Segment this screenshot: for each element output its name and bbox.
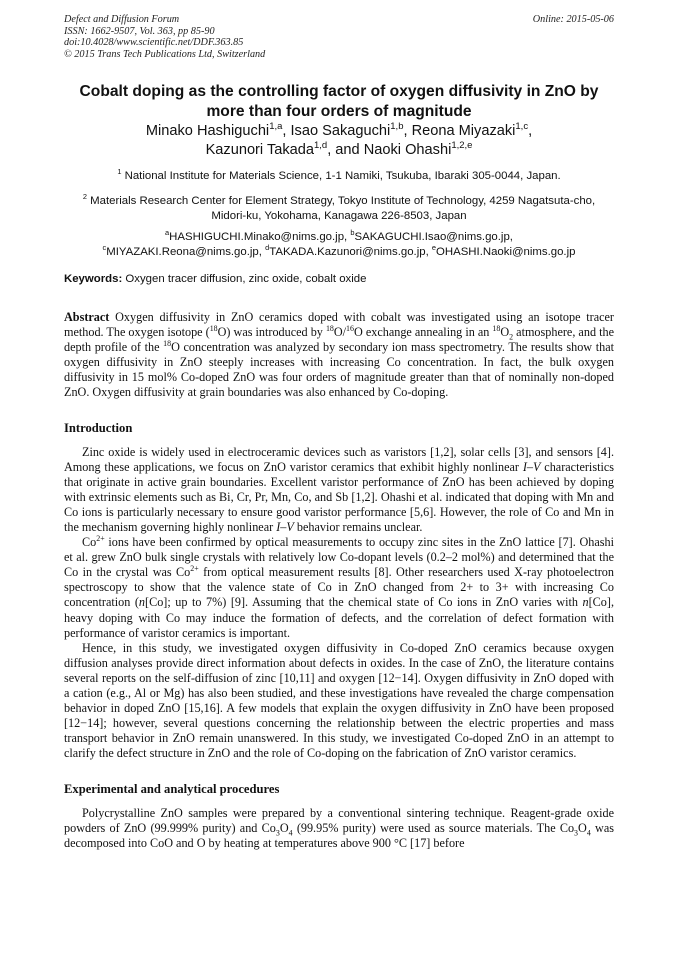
page-header bbox=[64, 14, 614, 60]
intro-paragraph-3: Hence, in this study, we investigated oxygen diffusivity in Co-doped ZnO ceramics because oxygen diffusion analyses provide direct information about defects in oxides. In the case of ZnO, the literature contains several reports on the self-diffusion of zinc [10,11] and oxygen [12−14]. Oxygen diffusivity in ZnO doped with a cation (e.g., Al or Mg) has also been studied, and these investigations have revealed the charge compensation behavior in doped ZnO [15,16]. A few models that explain the oxygen diffusivity in ZnO have been proposed [12−14]; however, several questions concerning the relationship between the electric properties and mass transport behavior in ZnO remain unanswered. In this study, we investigated Co-doped ZnO in an attempt to clarify the defect structure in ZnO and the role of Co-doping on the fabrication of ZnO varistor ceramics. bbox=[64, 640, 614, 761]
copyright-line: © 2015 Trans Tech Publications Ltd, Switzerland bbox=[64, 48, 266, 60]
keywords-text: Oxygen tracer diffusion, zinc oxide, cobalt oxide bbox=[125, 272, 367, 285]
email-list: $^a$HASHIGUCHI.Minako@nims.go.jp, $^b$SAKAGUCHI.Isao@nims.go.jp, $^c$MIYAZAKI.Reona@nims.go.jp, $^d$TAKADA.Kazunori@nims.go.jp, $^e$OHASHI.Naoki@nims.go.jp bbox=[102, 228, 576, 258]
email-c[interactable]: $^c$MIYAZAKI.Reona@nims.go.jp bbox=[102, 242, 259, 258]
introduction-heading: Introduction bbox=[64, 420, 133, 435]
author-2: Isao Sakaguchi$^{1,b}$, bbox=[290, 121, 412, 140]
journal-info bbox=[64, 14, 265, 60]
email-d[interactable]: $^d$TAKADA.Kazunori@nims.go.jp bbox=[265, 242, 426, 258]
email-a[interactable]: $^a$HASHIGUCHI.Minako@nims.go.jp bbox=[165, 228, 345, 244]
experimental-paragraph-1: Polycrystalline ZnO samples were prepared by a conventional sintering technique. Reagent-grade oxide powders of ZnO (99.999% purity) and $Co_3O_4$ (99.95% purity) were used as source materials. The $Co_3O_4$ was decomposed into CoO and O by heating at temperatures above 900 °C [17] before bbox=[64, 805, 614, 850]
experimental-heading: Experimental and analytical procedures bbox=[64, 781, 280, 796]
email-e[interactable]: $^e$OHASHI.Naoki@nims.go.jp bbox=[431, 242, 576, 258]
journal-name: Defect and Diffusion Forum bbox=[64, 14, 180, 25]
author-list bbox=[64, 122, 614, 160]
keywords-label: Keywords: bbox=[64, 272, 123, 285]
email-b[interactable]: $^b$SAKAGUCHI.Isao@nims.go.jp, bbox=[350, 228, 513, 244]
introduction-section bbox=[64, 445, 614, 762]
online-date: Online: 2015-05-06 bbox=[532, 14, 614, 25]
paper-title: Cobalt doping as the controlling factor of oxygen diffusivity in ZnO by more than four orders of magnitude bbox=[79, 83, 599, 120]
experimental-section bbox=[64, 806, 614, 851]
affiliation-1: $^1$ National Institute for Materials Science, 1-1 Namiki, Tsukuba, Ibaraki 305-0044, Japan. bbox=[117, 167, 561, 183]
author-4: Kazunori Takada$^{1,d}$, and bbox=[205, 140, 364, 159]
author-1: Minako Hashiguchi$^{1,a}$, bbox=[145, 121, 291, 140]
abstract bbox=[64, 310, 614, 401]
intro-paragraph-2: $Co^{2+}$ ions have been confirmed by optical measurements to occupy zinc sites in the ZnO lattice [7]. Ohashi et al. grew ZnO bulk single crystals with relatively low Co-dopant levels (0.2–2 mol%) and determined that the Co in the crystal was $Co^{2+}$ from optical measurement results [8]. Other researchers used X-ray photoelectron spectroscopy to show that the valence state of Co in ZnO changed from 2+ to 3+ with increasing Co concentration (n[Co]; up to 7%) [9]. Assuming that the chemical state of Co ions in ZnO varies with n[Co], heavy doping with Co may induce the formation of defects, and the correlation of defect formation with performance of varistor ceramics is important. bbox=[64, 534, 614, 640]
issn-line: ISSN: 1662-9507, Vol. 363, pp 85-90 bbox=[64, 25, 215, 37]
keywords bbox=[64, 272, 614, 286]
abstract-label: Abstract bbox=[64, 309, 110, 324]
author-3: Reona Miyazaki$^{1,c}$, bbox=[411, 121, 533, 140]
author-5: Naoki Ohashi$^{1,2,e}$ bbox=[363, 140, 473, 159]
intro-paragraph-1: Zinc oxide is widely used in electroceramic devices such as varistors [1,2], solar cells [3], and sensors [4]. Among these applications, we focus on ZnO varistor ceramics that exhibit highly nonlinear I–V characteristics that originate in active grain boundaries. Excellent varistor performance of ZnO has been achieved by doping with extrinsic elements such as Bi, Cr, Pr, Mn, Co, and Sb [1,2]. Ohashi et al. indicated that doping with Mn and Co ions is particularly necessary to ensure good varistor performance [5,6]. However, the role of Co and Mn in the mechanism governing highly nonlinear I–V behavior remains unclear. bbox=[64, 444, 614, 534]
abstract-text: Oxygen diffusivity in ZnO ceramics doped with cobalt was investigated using an isotope tracer method. The oxygen isotope ($^{18}$O) was introduced by $^{18}$O/$^{16}$O exchange annealing in an $^{18}O_2$ atmosphere, and the depth profile of the $^{18}$O concentration was analyzed by secondary ion mass spectrometry. The results show that oxygen diffusivity in ZnO steeply increases with increasing Co concentration. In fact, the bulk oxygen diffusivity in 15 mol% Co-doped ZnO was four orders of magnitude greater than that of nominally non-doped ZnO. Oxygen diffusivity at grain boundaries was also enhanced by Co-doping. bbox=[64, 309, 614, 400]
doi-line: doi:10.4028/www.scientific.net/DDF.363.85 bbox=[64, 37, 244, 49]
affiliation-2: $^2$ Materials Research Center for Element Strategy, Tokyo Institute of Technology, 4259 Nagatsuta-cho, Midori-ku, Yokohama, Kanagawa 226-8503, Japan bbox=[82, 192, 596, 222]
